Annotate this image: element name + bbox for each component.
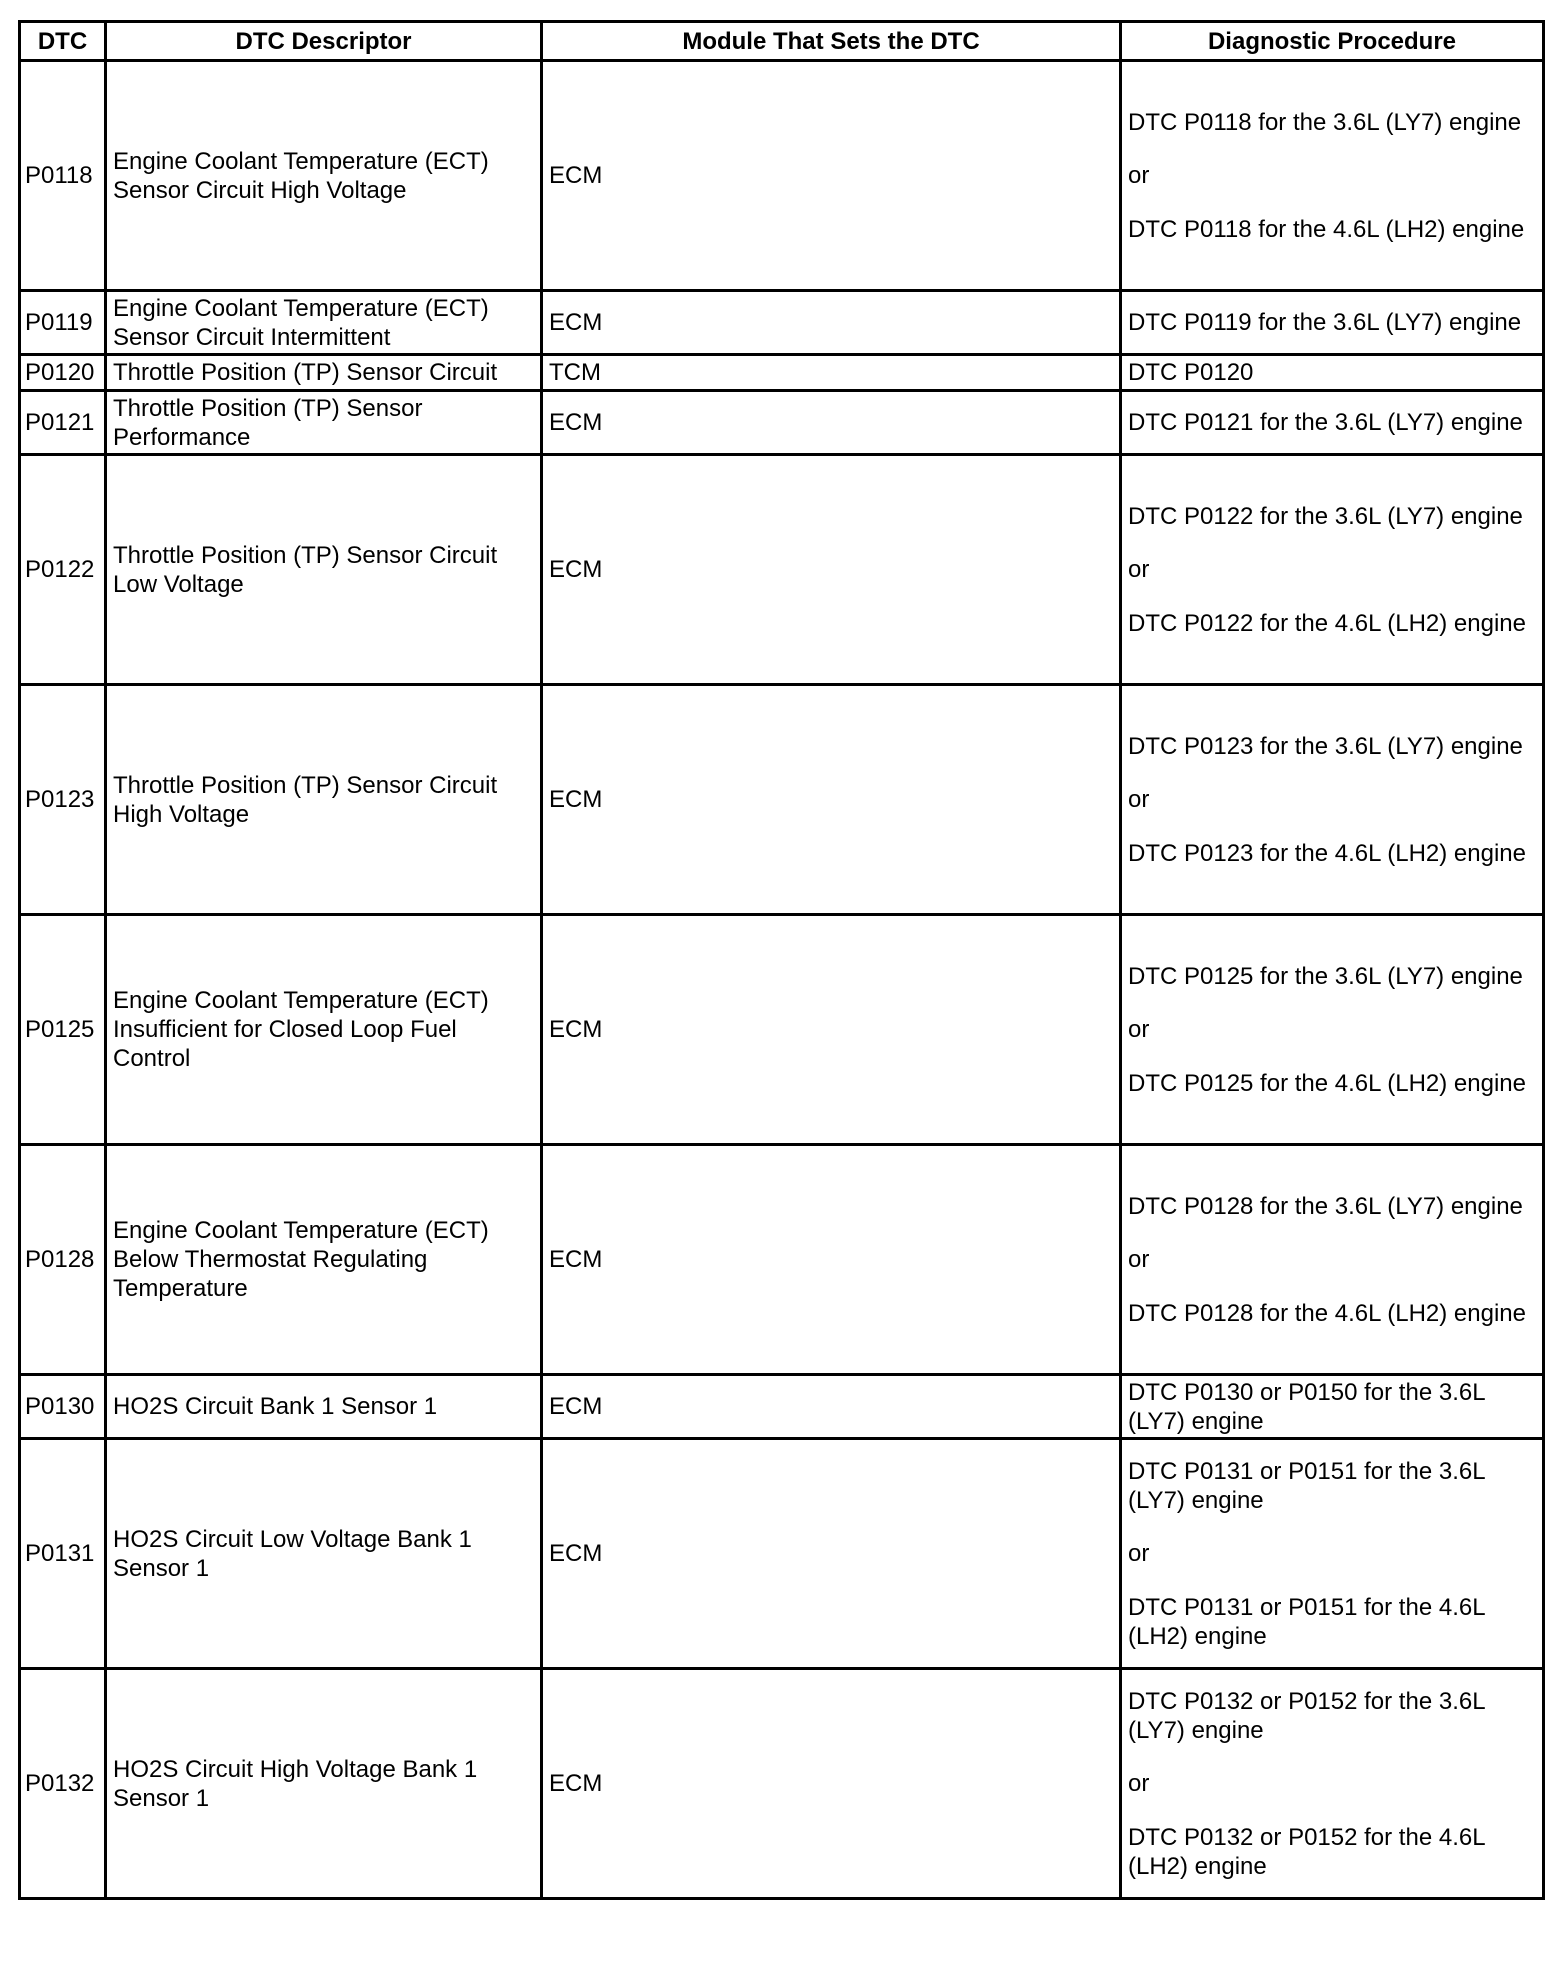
table-row	[20, 61, 1544, 291]
table-row	[20, 455, 1544, 685]
dtc-descriptor: Throttle Position (TP) Sensor Circuit High Voltage	[106, 685, 542, 915]
table-row	[20, 291, 1544, 355]
diagnostic-procedure	[1121, 915, 1544, 1145]
procedure-or: or	[1128, 555, 1150, 583]
dtc-code: P0121	[20, 391, 106, 455]
dtc-code: P0132	[20, 1669, 106, 1899]
table-row	[20, 915, 1544, 1145]
procedure-link[interactable]: DTC P0130 or P0150 for the 3.6L (LY7) engine	[1128, 1378, 1485, 1435]
module: TCM	[542, 355, 1121, 391]
procedure-or: or	[1128, 1015, 1150, 1043]
procedure-link[interactable]: DTC P0125 for the 4.6L (LH2) engine	[1128, 1069, 1527, 1097]
procedure-or: or	[1128, 1769, 1150, 1797]
procedure-link[interactable]: DTC P0123 for the 3.6L (LY7) engine	[1128, 732, 1523, 760]
module: ECM	[542, 291, 1121, 355]
procedure-link[interactable]: DTC P0128 for the 4.6L (LH2) engine	[1128, 1299, 1527, 1327]
header-dtc: DTC	[20, 22, 106, 61]
procedure-or: or	[1128, 1245, 1150, 1273]
diagnostic-procedure	[1121, 1439, 1544, 1669]
dtc-code: P0123	[20, 685, 106, 915]
dtc-descriptor: Throttle Position (TP) Sensor Circuit	[106, 355, 542, 391]
procedure-link[interactable]: DTC P0132 or P0152 for the 3.6L (LY7) engine	[1128, 1687, 1485, 1744]
dtc-code: P0119	[20, 291, 106, 355]
procedure-or: or	[1128, 161, 1150, 189]
dtc-table	[18, 20, 1545, 1900]
module: ECM	[542, 61, 1121, 291]
diagnostic-procedure	[1121, 291, 1544, 355]
procedure-link[interactable]: DTC P0131 or P0151 for the 3.6L (LY7) engine	[1128, 1457, 1485, 1514]
module: ECM	[542, 455, 1121, 685]
dtc-descriptor: Throttle Position (TP) Sensor Performance	[106, 391, 542, 455]
header-row	[20, 22, 1544, 61]
procedure-or: or	[1128, 785, 1150, 813]
header-module: Module That Sets the DTC	[542, 22, 1121, 61]
procedure-link[interactable]: DTC P0123 for the 4.6L (LH2) engine	[1128, 839, 1527, 867]
header-procedure: Diagnostic Procedure	[1121, 22, 1544, 61]
procedure-link[interactable]: DTC P0132 or P0152 for the 4.6L (LH2) engine	[1128, 1823, 1485, 1880]
diagnostic-procedure	[1121, 1375, 1544, 1439]
procedure-link[interactable]: DTC P0128 for the 3.6L (LY7) engine	[1128, 1192, 1523, 1220]
table-header	[20, 22, 1544, 61]
procedure-or: or	[1128, 1539, 1150, 1567]
dtc-descriptor: Throttle Position (TP) Sensor Circuit Low Voltage	[106, 455, 542, 685]
dtc-descriptor: HO2S Circuit High Voltage Bank 1 Sensor 1	[106, 1669, 542, 1899]
diagnostic-procedure	[1121, 355, 1544, 391]
module: ECM	[542, 391, 1121, 455]
dtc-descriptor: Engine Coolant Temperature (ECT) Insufficient for Closed Loop Fuel Control	[106, 915, 542, 1145]
module: ECM	[542, 1145, 1121, 1375]
procedure-link[interactable]: DTC P0125 for the 3.6L (LY7) engine	[1128, 962, 1523, 990]
module: ECM	[542, 1439, 1121, 1669]
table-row	[20, 1145, 1544, 1375]
dtc-descriptor: Engine Coolant Temperature (ECT) Below Thermostat Regulating Temperature	[106, 1145, 542, 1375]
table-body	[20, 61, 1544, 1899]
module: ECM	[542, 685, 1121, 915]
table-row	[20, 355, 1544, 391]
procedure-link[interactable]: DTC P0119 for the 3.6L (LY7) engine	[1128, 309, 1522, 336]
dtc-descriptor: Engine Coolant Temperature (ECT) Sensor Circuit High Voltage	[106, 61, 542, 291]
diagnostic-procedure	[1121, 1145, 1544, 1375]
diagnostic-procedure	[1121, 455, 1544, 685]
table-row	[20, 685, 1544, 915]
procedure-link[interactable]: DTC P0122 for the 3.6L (LY7) engine	[1128, 502, 1523, 530]
table-row	[20, 1669, 1544, 1899]
module: ECM	[542, 915, 1121, 1145]
diagnostic-procedure	[1121, 1669, 1544, 1899]
table-row	[20, 1439, 1544, 1669]
dtc-code: P0130	[20, 1375, 106, 1439]
module: ECM	[542, 1375, 1121, 1439]
module: ECM	[542, 1669, 1121, 1899]
procedure-link[interactable]: DTC P0118 for the 3.6L (LY7) engine	[1128, 108, 1522, 136]
procedure-link[interactable]: DTC P0120	[1128, 359, 1254, 386]
diagnostic-procedure	[1121, 391, 1544, 455]
dtc-descriptor: HO2S Circuit Low Voltage Bank 1 Sensor 1	[106, 1439, 542, 1669]
header-descriptor: DTC Descriptor	[106, 22, 542, 61]
dtc-code: P0125	[20, 915, 106, 1145]
dtc-descriptor: Engine Coolant Temperature (ECT) Sensor Circuit Intermittent	[106, 291, 542, 355]
diagnostic-procedure	[1121, 61, 1544, 291]
dtc-code: P0128	[20, 1145, 106, 1375]
table-row	[20, 391, 1544, 455]
table-row	[20, 1375, 1544, 1439]
procedure-link[interactable]: DTC P0121 for the 3.6L (LY7) engine	[1128, 409, 1523, 436]
diagnostic-procedure	[1121, 685, 1544, 915]
procedure-link[interactable]: DTC P0118 for the 4.6L (LH2) engine	[1128, 215, 1525, 243]
dtc-code: P0120	[20, 355, 106, 391]
dtc-code: P0118	[20, 61, 106, 291]
procedure-link[interactable]: DTC P0131 or P0151 for the 4.6L (LH2) engine	[1128, 1593, 1485, 1650]
dtc-code: P0122	[20, 455, 106, 685]
procedure-link[interactable]: DTC P0122 for the 4.6L (LH2) engine	[1128, 609, 1527, 637]
dtc-code: P0131	[20, 1439, 106, 1669]
dtc-descriptor: HO2S Circuit Bank 1 Sensor 1	[106, 1375, 542, 1439]
